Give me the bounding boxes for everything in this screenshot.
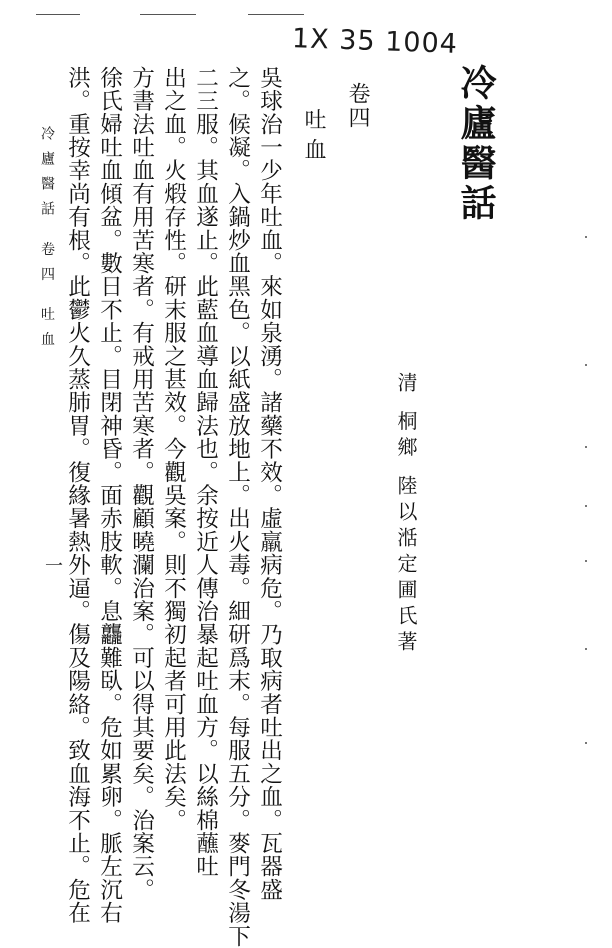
body-column: 方書法吐血有用苦寒者。有戒用苦寒者。觀顧曉瀾治案。可以得其要矣。治案云。 bbox=[128, 66, 155, 902]
edge-speck bbox=[585, 505, 587, 507]
top-rule-middle bbox=[140, 14, 196, 15]
top-rule-right bbox=[248, 14, 304, 15]
folio-number: 一 bbox=[42, 556, 63, 574]
body-column: 二三服。其血遂止。此藍血導血歸法也。余按近人傳治暴起吐血方。以絲棉蘸吐 bbox=[192, 66, 219, 878]
section-heading: 吐血 bbox=[301, 108, 326, 168]
edge-speck bbox=[585, 446, 587, 448]
body-column: 之。候凝。入鍋炒血黑色。以紙盛放地上。出火毒。細研爲末。每服五分。麥門冬湯下 bbox=[224, 66, 251, 948]
edge-speck bbox=[585, 364, 587, 366]
body-column: 吳球治一少年吐血。來如泉湧。諸藥不效。虛羸病危。乃取病者吐出之血。瓦器盛 bbox=[256, 66, 283, 902]
body-column: 徐氏婦吐血傾盆。數日不止。目閉神昏。面赤肢軟。息龘難臥。危如累卵。脈左沉右 bbox=[96, 66, 123, 925]
body-column: 洪。重按幸尚有根。此鬱火久蒸肺胃。復緣暑熱外逼。傷及陽絡。致血海不止。危在 bbox=[64, 66, 91, 925]
edge-speck bbox=[585, 236, 587, 238]
margin-running-title: 冷廬醫話 卷四 吐血 bbox=[39, 126, 55, 357]
author-line: 清 桐鄉 陸以湉定圃氏著 bbox=[394, 372, 418, 657]
edge-speck bbox=[585, 648, 587, 650]
handwritten-catalog-mark: 1X 35 1004 bbox=[291, 23, 459, 60]
book-title: 冷廬醫話 bbox=[455, 64, 497, 224]
body-column: 出之血。火煅存性。研末服之甚效。今觀吳案。則不獨初起者可用此法矣。 bbox=[160, 66, 187, 832]
edge-speck bbox=[585, 560, 587, 562]
top-rule-left bbox=[36, 14, 80, 15]
edge-speck bbox=[585, 742, 587, 744]
volume-label: 卷四 bbox=[345, 82, 370, 130]
